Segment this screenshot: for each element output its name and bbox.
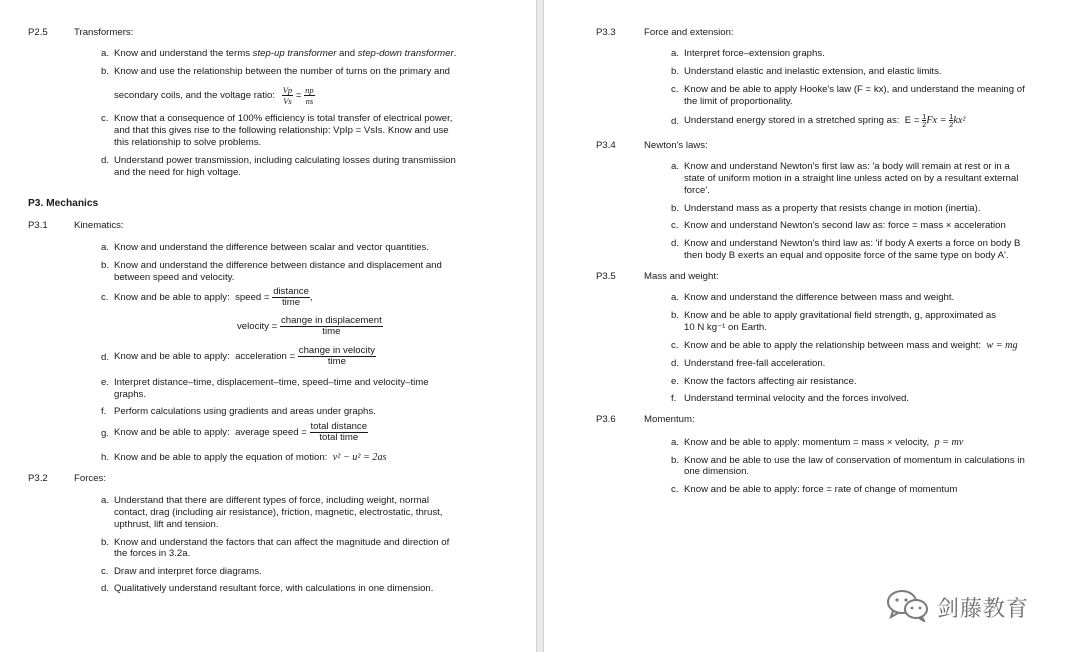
formula-acceleration: Know and be able to apply: acceleration = $\frac{\text{change in velocity}}{\text{time}}$ [114, 345, 376, 367]
list-item: Interpret distance–time, displacement–time, speed–time and velocity–time [114, 377, 429, 388]
section-code: P3.6 [596, 414, 616, 425]
list-item-line: and that this gives rise to the following relationship: VpIp = VsIs. Know and use [114, 125, 449, 136]
list-item-line: contact, drag (including air resistance), friction, magnetic, electrostatic, thrust, [114, 507, 443, 518]
list-item: Know and use the relationship between the number of turns on the primary and [114, 66, 450, 77]
list-item-line: this relationship to solve problems. [114, 137, 262, 148]
list-item-line: upthrust, lift and tension. [114, 519, 219, 530]
list-item: Know and be able to apply gravitational field strength, g, approximated as [684, 310, 996, 321]
list-item-line: state of uniform motion in a straight line unless acted on by a resultant external [684, 173, 1019, 184]
list-item: Know and understand the factors that can affect the magnitude and direction of [114, 537, 450, 548]
item-label: b. [671, 455, 680, 466]
section-title: Transformers: [74, 27, 134, 38]
section-title: Newton's laws: [644, 140, 708, 151]
item-label: a. [101, 495, 110, 506]
list-item: Know and understand the difference between scalar and vector quantities. [114, 242, 430, 253]
list-item: Know and be able to apply: force = rate of change of momentum [684, 484, 958, 495]
watermark-text: 剑藤教育 [937, 597, 1030, 622]
list-item-line: then body B exerts an equal and opposite force of the same type on body A'. [684, 250, 1009, 261]
item-label: b. [671, 66, 680, 77]
list-item: Interpret force–extension graphs. [684, 48, 825, 59]
list-item-line: one dimension. [684, 466, 750, 477]
item-label: c. [671, 84, 679, 95]
item-label: c. [671, 340, 679, 351]
item-label: d. [101, 155, 110, 166]
item-label: a. [671, 292, 680, 303]
list-item: Know and be able to apply: momentum = mass × velocity, p = mv [684, 437, 964, 448]
item-label: a. [671, 437, 680, 448]
section-title: Momentum: [644, 414, 695, 425]
item-label: c. [101, 292, 109, 303]
item-label: g. [101, 428, 110, 439]
item-label: d. [101, 583, 110, 594]
section-title: Kinematics: [74, 220, 124, 231]
item-label: d. [671, 358, 680, 369]
list-item-line: between speed and velocity. [114, 272, 235, 283]
section-code: P3.3 [596, 27, 616, 38]
wechat-icon [885, 588, 931, 622]
section-title: Force and extension: [644, 27, 734, 38]
list-item: Qualitatively understand resultant force, with calculations in one dimension. [114, 583, 434, 594]
section-title: Forces: [74, 473, 106, 484]
item-label: e. [101, 377, 110, 388]
list-item: Understand free-fall acceleration. [684, 358, 826, 369]
list-item: Know and understand the terms step-up transformer and step-down transformer. [114, 48, 457, 59]
list-item: Understand power transmission, including calculating losses during transmission [114, 155, 456, 166]
item-label: a. [101, 242, 110, 253]
list-item: Know and be able to use the law of conservation of momentum in calculations in [684, 455, 1025, 466]
item-label: b. [101, 66, 110, 77]
list-item-line: the limit of proportionality. [684, 96, 793, 107]
chapter-title: P3. Mechanics [28, 198, 99, 209]
list-item: Understand mass as a property that resists change in motion (inertia). [684, 203, 981, 214]
formula-speed: Know and be able to apply: speed = $\frac{\text{distance}}{\text{time}}$ , [114, 286, 313, 308]
list-item-line: secondary coils, and the voltage ratio: $\frac{Vp}{Vs}$ = $\frac{np}{ns}$ [114, 85, 314, 106]
item-label: a. [101, 48, 110, 59]
watermark [885, 588, 1055, 624]
list-item: Know and be able to apply the relationship between mass and weight: w = mg [684, 340, 1018, 351]
item-label: h. [101, 452, 110, 463]
list-item-line: force'. [684, 185, 710, 196]
section-title: Mass and weight: [644, 271, 719, 282]
item-label: c. [671, 220, 679, 231]
item-label: b. [671, 203, 680, 214]
list-item-line: graphs. [114, 389, 146, 400]
section-code: P3.4 [596, 140, 616, 151]
list-item-line: and the need for high voltage. [114, 167, 241, 178]
list-item: Know and understand the difference between mass and weight. [684, 292, 955, 303]
formula-average-speed: Know and be able to apply: average speed = $\frac{\text{total distance}}{\text{total time}}$ [114, 421, 368, 443]
section-code: P3.2 [28, 473, 48, 484]
list-item: Know and understand Newton's second law as: force = mass × acceleration [684, 220, 1006, 231]
section-code: P3.5 [596, 271, 616, 282]
item-label: f. [671, 393, 677, 404]
list-item: Know and be able to apply Hooke's law (F = kx), and understand the meaning of [684, 84, 1025, 95]
item-label: a. [671, 48, 680, 59]
formula-spring-energy: Understand energy stored in a stretched spring as: E = $\frac{1}{2}$ Fx = $\frac{1}{2}$ kx² [684, 111, 966, 129]
item-label: c. [101, 113, 109, 124]
item-label: c. [101, 566, 109, 577]
list-item: Perform calculations using gradients and areas under graphs. [114, 406, 376, 417]
item-label: b. [101, 537, 110, 548]
section-code: P2.5 [28, 27, 48, 38]
section-code: P3.1 [28, 220, 48, 231]
item-label: d. [101, 352, 110, 363]
left-page [0, 0, 536, 652]
list-item: Understand elastic and inelastic extension, and elastic limits. [684, 66, 942, 77]
list-item-line: 10 N kg⁻¹ on Earth. [684, 322, 767, 333]
page-gutter [536, 0, 544, 652]
list-item: Know and understand Newton's first law as: 'a body will remain at rest or in a [684, 161, 1010, 172]
list-item-line: the forces in 3.2a. [114, 548, 191, 559]
formula-velocity: velocity = $\frac{\text{change in displacement}}{\text{time}}$ [237, 315, 382, 337]
right-page [544, 0, 1080, 652]
list-item: Know that a consequence of 100% efficiency is total transfer of electrical power, [114, 113, 453, 124]
item-label: e. [671, 376, 680, 387]
item-label: b. [101, 260, 110, 271]
list-item: Know and understand the difference between distance and displacement and [114, 260, 442, 271]
list-item: Understand terminal velocity and the forces involved. [684, 393, 910, 404]
item-label: c. [671, 484, 679, 495]
list-item: Understand that there are different types of force, including weight, normal [114, 495, 429, 506]
item-label: b. [671, 310, 680, 321]
list-item: Know the factors affecting air resistance. [684, 376, 857, 387]
item-label: d. [671, 116, 680, 127]
item-label: a. [671, 161, 680, 172]
item-label: f. [101, 406, 107, 417]
list-item: Draw and interpret force diagrams. [114, 566, 262, 577]
item-label: d. [671, 238, 680, 249]
list-item: Know and understand Newton's third law as: 'if body A exerts a force on body B [684, 238, 1021, 249]
list-item: Know and be able to apply the equation of motion: v² − u² = 2as [114, 452, 387, 463]
